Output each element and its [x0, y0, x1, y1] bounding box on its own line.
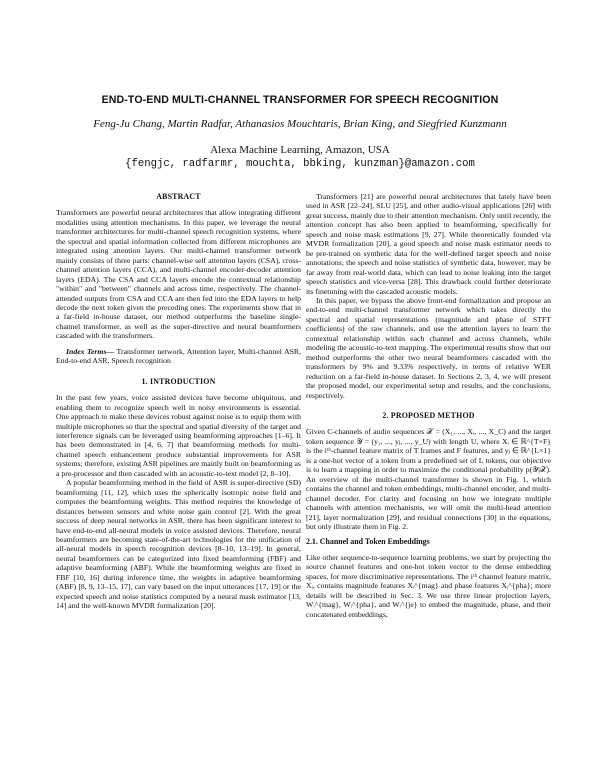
intro-paragraph-1: In the past few years, voice assisted devices have become ubiquitous, and enabling them to recognize speech well in noisy environments is essential. One approach to make these devices robust against noise is to equip them with multiple microphones so that the spectral and spatial diversity of the target and interference signals can be leveraged using beamforming approaches [1–6]. It has been demonstrated in [4, 6, 7] that beamforming methods for multi-channel speech enhancement produce substantial improvements for ASR systems; therefore, existing ASR pipelines are mainly built on beamforming as a pre-processor and then cascaded with an acoustic-to-text model [2, 8–10]. — [56, 393, 301, 478]
index-terms-label: Index Terms— — [66, 346, 115, 356]
paper-email: {fengjc, radfarmr, mouchta, bbking, kunzman}@amazon.com — [125, 158, 475, 170]
index-terms-text: Transformer network, Attention layer, Multi-channel ASR, End-to-end ASR, Speech recognition — [56, 346, 301, 366]
intro-paragraph-2: A popular beamforming method in the field of ASR is super-directive (SD) beamforming [11, 12], which uses the spherically isotropic noise field and computes the beamforming weights. This method requires the knowledge of distances between sensors and white noise gain control [2]. With the great success of deep neural networks in ASR, there has been significant interest to have end-to-end all-neural models in voice assisted devices. Therefore, neural beamformers are becoming state-of-the-art technologies for the unification of all-neural models in speech recognition devices [8–10, 13–19]. In general, neural beamformers can be categorized into fixed beamforming (FBF) and adaptive beamforming (ABF). While the beamforming weights are fixed in FBF [10, 16] during inference time, the weights in adaptive beamforming (ABF) [8, 9, 13–15, 17], can vary based on the input utterances [17, 19] or the expected speech and noise statistics computed by a neural mask estimator [13, 14] and the well-known MVDR formalization [20]. — [56, 478, 301, 611]
subsection-heading: 2.1. Channel and Token Embeddings — [306, 537, 430, 547]
paper-title: END-TO-END MULTI-CHANNEL TRANSFORMER FOR SPEECH RECOGNITION — [101, 94, 499, 106]
proposed-method-heading: 2. PROPOSED METHOD — [382, 410, 475, 420]
paper-affiliation: Alexa Machine Learning, Amazon, USA — [210, 144, 390, 156]
intro-paragraph-4: In this paper, we bypass the above front-end formalization and propose an end-to-end multi-channel transformer network which takes directly the spectral and spatial representations (magnitude and phase of STFT coefficients) of the raw channels, and use the attention layers to learn the contextual relationship within each channel and across channels, while modeling the acoustic-to-text mapping. The experimental results show that our method outperforms the other two neural beamformers cascaded with the transformers by 9% and 9.33% respectively, in terms of relative WER reduction on a far-field in-house dataset. In Sections 2, 3, 4, we will present the proposed model, our experimental setup and results, and the conclusions, respectively. — [306, 295, 551, 400]
intro-paragraph-3: Transformers [21] are powerful neural architectures that lately have been used in ASR [22–24], SLU [25], and other audio-visual applications [26] with great success, mainly due to their attention mechanism. Only until recently, the attention concept has also been applied to beamforming, specifically for speech and noise mask estimations [9, 27]. While theoretically founded via MVDR formalization [20], a good speech and noise mask estimator needs to be pre-trained on synthetic data for the well-defined target speech and noise annotations; the speech and noise statistics of synthetic data, however, may be far away from real-world data, which can lead to noise leaking into the target speech statistics and vice-versa [28]. This drawback could further deteriorate its finetuning with the cascaded acoustic models. — [306, 192, 551, 296]
left-column — [56, 192, 301, 752]
abstract-heading: ABSTRACT — [156, 192, 201, 201]
abstract-text: Transformers are powerful neural architectures that allow integrating different modalities using attention mechanisms. In this paper, we leverage the neural transformer architectures for multi-channel speech recognition systems, where the spectral and spatial information collected from different microphones are integrated using attention layers. Our multi-channel transformer network mainly consists of three parts: channel-wise self attention layers (CSA), cross-channel attention layers (CCA), and multi-channel encoder-decoder attention layers (EDA). The CSA and CCA layers encode the contextual relationship "within" and "between" channels and across time, respectively. The channel-attended outputs from CSA and CCA are then fed into the EDA layers to help decode the next token given the preceding ones. The experiments show that in a far-field in-house dataset, our method outperforms the baseline single-channel transformer, as well as the super-directive and neural beamformers cascaded with the transformers. — [56, 208, 301, 341]
subsection-text: Like other sequence-to-sequence learning problems, we start by projecting the source channel features and one-hot token vector to the dense embedding spaces, for more discriminative representations. The iᵗʰ channel feature matrix, Xᵢ, contains magnitude features Xᵢ^{mag} and phase features Xᵢ^{pha}; more details will be described in Sec. 3. We use three linear projection layers, Wᵢ^{mag}, Wᵢ^{pha}, and Wᵢ^{je} to embed the magnitude, phase, and their concatenated embeddings, — [306, 552, 551, 619]
paper-authors: Feng-Ju Chang, Martin Radfar, Athanasios Mouchtaris, Brian King, and Siegfried Kunzmann — [93, 118, 507, 130]
right-column — [306, 192, 551, 752]
index-terms — [56, 347, 301, 366]
introduction-heading: 1. INTRODUCTION — [141, 376, 216, 386]
proposed-method-text: Given C-channels of audio sequences 𝒳 = (X₁, ..., Xᵢ, ..., X_C) and the target token sequence 𝒴 = (y₁, ..., yⱼ, ..., y_U) with length U, where Xᵢ ∈ ℝ^{T×F} is the iᵗʰ-channel feature matrix of T frames and F features, and yⱼ ∈ ℝ^{L×1} is a one-hot vector of a token from a predefined set of L tokens, our objective is to learn a mapping in order to maximize the conditional probability p(𝒴|𝒳). An overview of the multi-channel transformer is shown in Fig. 1, which contains the channel and token embeddings, multi-channel encoder, and multi-channel decoder. For clarity and focusing on how we integrate multiple channels with attention mechanisms, we will omit the multi-head attention [21], layer normalization [29], and residual connections [30] in the equations, but only illustrate them in Fig. 2. — [306, 427, 551, 531]
